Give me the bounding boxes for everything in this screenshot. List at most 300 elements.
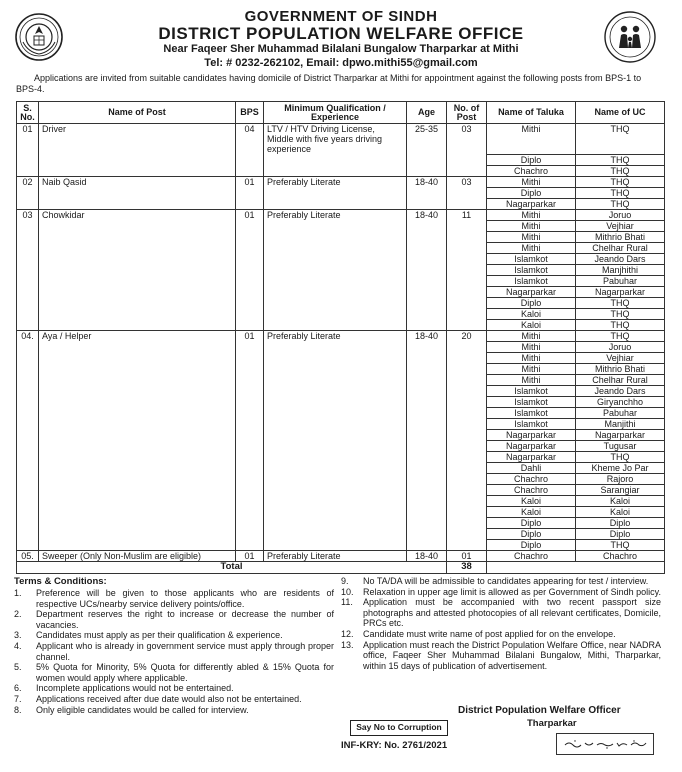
cell-age <box>407 484 447 495</box>
cell-no-of-post <box>447 451 487 462</box>
cell-uc: THQ <box>576 124 665 155</box>
cell-qualification: Preferably Literate <box>264 209 407 220</box>
cell-taluka: Mithi <box>487 341 576 352</box>
cell-qualification <box>264 495 407 506</box>
cell-post <box>39 539 236 550</box>
cell-post <box>39 198 236 209</box>
cell-no-of-post <box>447 418 487 429</box>
cell-sno <box>17 528 39 539</box>
cell-age <box>407 297 447 308</box>
term-number: 4. <box>14 640 22 651</box>
cell-post <box>39 363 236 374</box>
cell-no-of-post <box>447 495 487 506</box>
cell-bps <box>236 528 264 539</box>
table-row <box>17 473 665 484</box>
cell-bps <box>236 187 264 198</box>
term-text: Candidate must write name of post applied for on the envelope. <box>363 628 616 639</box>
cell-sno: 03 <box>17 209 39 220</box>
cell-qualification <box>264 418 407 429</box>
cell-sno: 02 <box>17 176 39 187</box>
cell-no-of-post: 03 <box>447 176 487 187</box>
term-item <box>14 630 334 641</box>
cell-sno <box>17 275 39 286</box>
term-text: 5% Quota for Minority, 5% Quota for differently abled & 15% Quota for women would apply where applicable. <box>36 662 334 683</box>
cell-no-of-post <box>447 484 487 495</box>
cell-qualification <box>264 396 407 407</box>
urdu-script-icon <box>561 739 649 749</box>
cell-sno <box>17 473 39 484</box>
cell-post <box>39 451 236 462</box>
cell-age <box>407 440 447 451</box>
table-row <box>17 517 665 528</box>
cell-qualification <box>264 253 407 264</box>
cell-taluka: Mithi <box>487 231 576 242</box>
cell-qualification <box>264 462 407 473</box>
government-title: GOVERNMENT OF SINDH <box>244 8 438 25</box>
cell-age <box>407 220 447 231</box>
cell-bps <box>236 198 264 209</box>
cell-sno <box>17 385 39 396</box>
cell-bps <box>236 495 264 506</box>
cell-age <box>407 165 447 176</box>
cell-taluka: Kaloi <box>487 506 576 517</box>
table-row <box>17 330 665 341</box>
cell-taluka: Mithi <box>487 242 576 253</box>
term-text: Only eligible candidates would be called for interview. <box>36 704 249 715</box>
cell-age <box>407 451 447 462</box>
cell-qualification <box>264 374 407 385</box>
cell-qualification <box>264 286 407 297</box>
cell-bps <box>236 363 264 374</box>
say-no-to-corruption-badge: Say No to Corruption <box>350 720 448 736</box>
cell-qualification: Preferably Literate <box>264 330 407 341</box>
cell-sno: 01 <box>17 124 39 155</box>
cell-taluka: Islamkot <box>487 385 576 396</box>
cell-taluka: Islamkot <box>487 275 576 286</box>
term-text: Incomplete applications would not be entertained. <box>36 683 234 694</box>
cell-qualification <box>264 352 407 363</box>
cell-taluka: Mithi <box>487 220 576 231</box>
term-text: Application must be accompanied with two recent passport size photographs and attested photocopies of all relevant certificates, Domicile, PRCs etc. <box>363 597 661 629</box>
cell-qualification: Preferably Literate <box>264 176 407 187</box>
cell-no-of-post <box>447 319 487 330</box>
cell-sno <box>17 462 39 473</box>
term-text: No TA/DA will be admissible to candidates appearing for test / interview. <box>363 576 649 586</box>
cell-qualification <box>264 429 407 440</box>
cell-sno <box>17 396 39 407</box>
cell-uc: Diplo <box>576 528 665 539</box>
cell-uc: Vejhiar <box>576 352 665 363</box>
col-header-sno: S. No. <box>17 102 39 124</box>
cell-taluka: Diplo <box>487 154 576 165</box>
term-number: 7. <box>14 693 22 704</box>
cell-post <box>39 418 236 429</box>
table-row <box>17 264 665 275</box>
cell-sno <box>17 407 39 418</box>
cell-bps <box>236 242 264 253</box>
cell-qualification <box>264 363 407 374</box>
vacancy-table <box>16 101 665 574</box>
cell-uc: THQ <box>576 187 665 198</box>
cell-no-of-post <box>447 198 487 209</box>
cell-sno: 04. <box>17 330 39 341</box>
term-number: 3. <box>14 630 22 641</box>
cell-sno <box>17 495 39 506</box>
cell-qualification <box>264 528 407 539</box>
cell-bps <box>236 539 264 550</box>
cell-no-of-post: 03 <box>447 124 487 155</box>
cell-post <box>39 242 236 253</box>
cell-uc: Kaloi <box>576 495 665 506</box>
office-contact: Tel: # 0232-262102, Email: dpwo.mithi55@gmail.com <box>204 57 478 69</box>
cell-post <box>39 231 236 242</box>
cell-post <box>39 440 236 451</box>
cell-age <box>407 385 447 396</box>
cell-qualification <box>264 385 407 396</box>
office-address: Near Faqeer Sher Muhammad Bilalani Bungalow Tharparkar at Mithi <box>163 43 519 55</box>
cell-age <box>407 352 447 363</box>
cell-post <box>39 506 236 517</box>
term-number: 6. <box>14 683 22 694</box>
cell-sno <box>17 253 39 264</box>
cell-post <box>39 473 236 484</box>
cell-bps: 01 <box>236 330 264 341</box>
table-row <box>17 165 665 176</box>
total-blank <box>487 561 665 573</box>
table-row <box>17 242 665 253</box>
term-number: 1. <box>14 588 22 598</box>
cell-uc: THQ <box>576 297 665 308</box>
cell-qualification <box>264 319 407 330</box>
term-text: Preference will be given to those applicants who are residents of respective UCs/nearby service delivery points/office. <box>36 588 334 609</box>
cell-sno <box>17 242 39 253</box>
cell-qualification <box>264 506 407 517</box>
cell-qualification <box>264 154 407 165</box>
cell-no-of-post <box>447 220 487 231</box>
table-row <box>17 352 665 363</box>
cell-no-of-post <box>447 297 487 308</box>
cell-taluka: Kaloi <box>487 495 576 506</box>
cell-taluka: Chachro <box>487 550 576 561</box>
cell-post <box>39 253 236 264</box>
cell-qualification <box>264 220 407 231</box>
table-row <box>17 275 665 286</box>
cell-sno <box>17 341 39 352</box>
total-value: 38 <box>447 561 487 573</box>
cell-post <box>39 275 236 286</box>
cell-post <box>39 264 236 275</box>
table-row <box>17 528 665 539</box>
cell-age: 18-40 <box>407 550 447 561</box>
cell-post: Sweeper (Only Non-Muslim are eligible) <box>39 550 236 561</box>
cell-post <box>39 528 236 539</box>
cell-bps <box>236 231 264 242</box>
cell-age <box>407 264 447 275</box>
term-item <box>341 629 661 640</box>
table-row <box>17 429 665 440</box>
cell-taluka: Mithi <box>487 176 576 187</box>
table-row <box>17 124 665 155</box>
cell-no-of-post <box>447 539 487 550</box>
term-number: 10. <box>341 586 354 597</box>
cell-no-of-post <box>447 341 487 352</box>
cell-taluka: Kaloi <box>487 308 576 319</box>
table-row <box>17 374 665 385</box>
table-row <box>17 440 665 451</box>
cell-no-of-post <box>447 165 487 176</box>
cell-qualification <box>264 231 407 242</box>
cell-post <box>39 407 236 418</box>
cell-post <box>39 319 236 330</box>
cell-sno <box>17 418 39 429</box>
cell-qualification <box>264 308 407 319</box>
cell-taluka: Mithi <box>487 363 576 374</box>
cell-post <box>39 154 236 165</box>
table-row <box>17 176 665 187</box>
table-row <box>17 451 665 462</box>
table-row <box>17 484 665 495</box>
term-text: Department reserves the right to increase or decrease the number of vacancies. <box>36 609 334 630</box>
cell-qualification: Preferably Literate <box>264 550 407 561</box>
col-header-taluka: Name of Taluka <box>487 102 576 124</box>
cell-uc: Joruo <box>576 209 665 220</box>
cell-no-of-post <box>447 506 487 517</box>
cell-taluka: Islamkot <box>487 407 576 418</box>
cell-post <box>39 385 236 396</box>
cell-uc: THQ <box>576 451 665 462</box>
cell-no-of-post <box>447 440 487 451</box>
cell-no-of-post <box>447 275 487 286</box>
officer-designation: District Population Welfare Officer <box>458 705 621 716</box>
cell-uc: THQ <box>576 319 665 330</box>
term-text: Candidates must apply as per their qualification & experience. <box>36 630 283 641</box>
cell-uc: THQ <box>576 165 665 176</box>
cell-sno <box>17 165 39 176</box>
cell-age <box>407 495 447 506</box>
cell-taluka: Islamkot <box>487 253 576 264</box>
table-row <box>17 385 665 396</box>
letterhead <box>0 0 682 72</box>
cell-bps <box>236 319 264 330</box>
cell-qualification <box>264 473 407 484</box>
cell-qualification <box>264 165 407 176</box>
cell-post <box>39 297 236 308</box>
cell-uc: Mithrio Bhati <box>576 363 665 374</box>
cell-uc: THQ <box>576 330 665 341</box>
cell-bps <box>236 308 264 319</box>
cell-age <box>407 253 447 264</box>
term-item <box>14 705 334 716</box>
cell-no-of-post <box>447 473 487 484</box>
cell-uc: Diplo <box>576 517 665 528</box>
total-label: Total <box>17 561 447 573</box>
cell-no-of-post <box>447 242 487 253</box>
cell-sno <box>17 451 39 462</box>
cell-uc: Manjhithi <box>576 264 665 275</box>
cell-age: 25-35 <box>407 124 447 155</box>
cell-taluka: Dahli <box>487 462 576 473</box>
cell-taluka: Diplo <box>487 528 576 539</box>
cell-no-of-post <box>447 352 487 363</box>
cell-uc: Tugusar <box>576 440 665 451</box>
cell-qualification <box>264 484 407 495</box>
cell-age <box>407 429 447 440</box>
cell-sno <box>17 154 39 165</box>
cell-age <box>407 396 447 407</box>
table-row <box>17 495 665 506</box>
table-row <box>17 297 665 308</box>
cell-taluka: Nagarparkar <box>487 198 576 209</box>
cell-post <box>39 495 236 506</box>
cell-taluka: Mithi <box>487 124 576 155</box>
cell-no-of-post <box>447 264 487 275</box>
cell-sno <box>17 319 39 330</box>
cell-no-of-post <box>447 396 487 407</box>
col-header-uc: Name of UC <box>576 102 665 124</box>
cell-bps <box>236 407 264 418</box>
cell-no-of-post <box>447 385 487 396</box>
cell-qualification <box>264 264 407 275</box>
cell-sno <box>17 429 39 440</box>
cell-bps <box>236 385 264 396</box>
cell-bps <box>236 220 264 231</box>
col-header-no-of-post: No. of Post <box>447 102 487 124</box>
cell-taluka: Mithi <box>487 330 576 341</box>
cell-bps: 04 <box>236 124 264 155</box>
cell-qualification <box>264 407 407 418</box>
cell-age <box>407 418 447 429</box>
col-header-age: Age <box>407 102 447 124</box>
term-item <box>14 662 334 683</box>
cell-sno <box>17 374 39 385</box>
cell-no-of-post <box>447 231 487 242</box>
cell-no-of-post <box>447 363 487 374</box>
cell-age <box>407 374 447 385</box>
cell-sno <box>17 198 39 209</box>
table-row <box>17 198 665 209</box>
cell-age <box>407 407 447 418</box>
cell-age <box>407 308 447 319</box>
cell-taluka: Chachro <box>487 473 576 484</box>
cell-age: 18-40 <box>407 209 447 220</box>
cell-age <box>407 363 447 374</box>
table-row <box>17 506 665 517</box>
cell-no-of-post <box>447 517 487 528</box>
term-text: Applications received after due date would also not be entertained. <box>36 693 302 704</box>
terms-right-column <box>341 576 661 671</box>
cell-post <box>39 308 236 319</box>
table-row <box>17 319 665 330</box>
cell-post <box>39 484 236 495</box>
cell-age <box>407 286 447 297</box>
cell-sno: 05. <box>17 550 39 561</box>
cell-taluka: Diplo <box>487 517 576 528</box>
cell-taluka: Nagarparkar <box>487 286 576 297</box>
cell-uc: Mithrio Bhati <box>576 231 665 242</box>
cell-uc: THQ <box>576 539 665 550</box>
cell-no-of-post <box>447 187 487 198</box>
term-item <box>14 588 334 609</box>
cell-bps <box>236 506 264 517</box>
cell-post <box>39 374 236 385</box>
cell-age: 18-40 <box>407 176 447 187</box>
cell-bps <box>236 341 264 352</box>
cell-qualification <box>264 297 407 308</box>
cell-qualification <box>264 275 407 286</box>
cell-bps <box>236 517 264 528</box>
cell-sno <box>17 231 39 242</box>
cell-sno <box>17 352 39 363</box>
cell-uc: Chelhar Rural <box>576 374 665 385</box>
cell-age <box>407 242 447 253</box>
term-number: 12. <box>341 628 354 639</box>
term-item <box>14 683 334 694</box>
cell-sno <box>17 484 39 495</box>
cell-taluka: Mithi <box>487 374 576 385</box>
cell-qualification <box>264 341 407 352</box>
cell-age <box>407 506 447 517</box>
cell-uc: Kaloi <box>576 506 665 517</box>
cell-qualification: LTV / HTV Driving License, Middle with five years driving experience <box>264 124 407 155</box>
term-item <box>14 694 334 705</box>
cell-uc: THQ <box>576 308 665 319</box>
term-item <box>341 576 661 587</box>
cell-post <box>39 286 236 297</box>
cell-no-of-post <box>447 429 487 440</box>
cell-sno <box>17 220 39 231</box>
cell-taluka: Diplo <box>487 187 576 198</box>
cell-post <box>39 220 236 231</box>
table-row <box>17 418 665 429</box>
cell-no-of-post <box>447 462 487 473</box>
table-row <box>17 396 665 407</box>
term-item <box>341 587 661 598</box>
cell-age <box>407 231 447 242</box>
cell-sno <box>17 308 39 319</box>
cell-no-of-post <box>447 374 487 385</box>
cell-uc: THQ <box>576 154 665 165</box>
table-row <box>17 286 665 297</box>
intro-paragraph: Applications are invited from suitable candidates having domicile of District Tharparkar at Mithi for appointment against the following posts from BPS-1 to BPS-4. <box>16 73 642 94</box>
table-row <box>17 462 665 473</box>
cell-qualification <box>264 440 407 451</box>
cell-uc: Nagarparkar <box>576 286 665 297</box>
cell-bps: 01 <box>236 176 264 187</box>
term-text: Relaxation in upper age limit is allowed as per Government of Sindh policy. <box>363 586 661 597</box>
col-header-post: Name of Post <box>39 102 236 124</box>
table-row <box>17 341 665 352</box>
term-number: 11. <box>341 597 353 608</box>
cell-taluka: Diplo <box>487 539 576 550</box>
cell-post: Naib Qasid <box>39 176 236 187</box>
table-row <box>17 220 665 231</box>
cell-uc: Pabuhar <box>576 407 665 418</box>
cell-uc: Jeando Dars <box>576 253 665 264</box>
cell-post <box>39 165 236 176</box>
cell-bps <box>236 264 264 275</box>
cell-qualification <box>264 517 407 528</box>
cell-no-of-post: 20 <box>447 330 487 341</box>
term-text: Applicant who is already in government service must apply through proper channel. <box>36 640 334 662</box>
cell-bps <box>236 165 264 176</box>
term-number: 2. <box>14 609 22 620</box>
cell-taluka: Kaloi <box>487 319 576 330</box>
cell-bps: 01 <box>236 209 264 220</box>
cell-taluka: Diplo <box>487 297 576 308</box>
cell-age <box>407 154 447 165</box>
cell-uc: Giryanchho <box>576 396 665 407</box>
cell-qualification <box>264 242 407 253</box>
